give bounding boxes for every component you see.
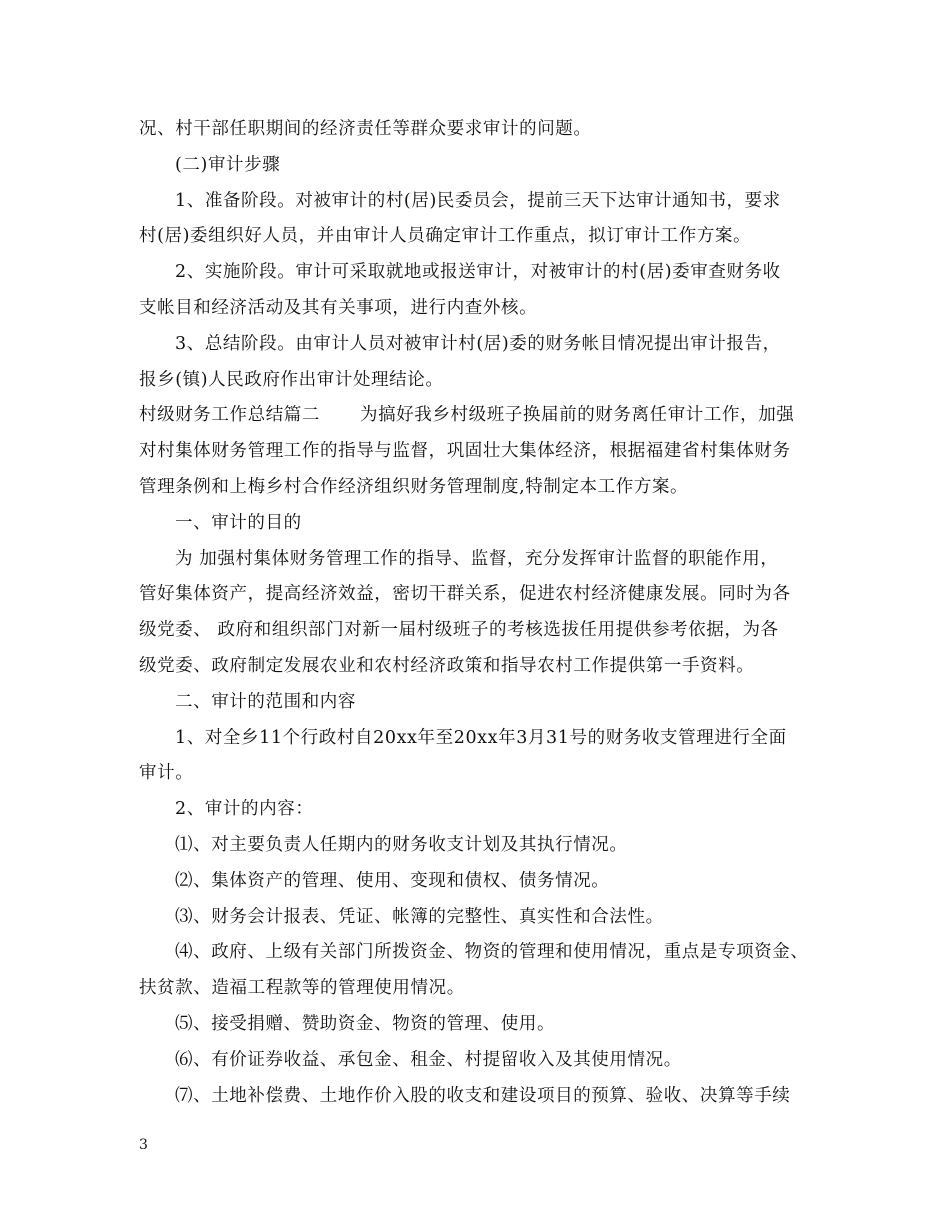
text-line: 2、实施阶段。审计可采取就地或报送审计，对被审计的村(居)委审查财务收 <box>175 262 781 283</box>
text-line: 为搞好我乡村级班子换届前的财务离任审计工作，加强 <box>360 405 795 426</box>
text-line: 级党委、政府制定发展农业和农村经济政策和指导农村工作提供第一手资料。 <box>139 655 755 676</box>
text-line: 1、对全乡11个行政村自20xx年至20xx年3月31号的财务收支管理进行全面 <box>175 727 787 748</box>
text-line: 1、准备阶段。对被审计的村(居)民委员会，提前三天下达审计通知书，要求 <box>175 190 781 211</box>
list-item: ⑺、土地补偿费、土地作价入股的收支和建设项目的预算、验收、决算等手续 <box>175 1085 791 1106</box>
section-heading: 一、审计的目的 <box>175 512 302 533</box>
text-line: 扶贫款、造福工程款等的管理使用情况。 <box>139 978 465 999</box>
text-line: 级党委、 政府和组织部门对新一届村级班子的考核选拔任用提供参考依据，为各 <box>139 620 779 641</box>
text-line: 支帐目和经济活动及其有关事项，进行内查外核。 <box>139 297 538 318</box>
text-line: 报乡(镇)人民政府作出审计处理结论。 <box>139 369 444 390</box>
list-item: ⑴、对主要负责人任期内的财务收支计划及其执行情况。 <box>175 834 628 855</box>
text-line: 审计。 <box>139 763 194 784</box>
text-line: 为 加强村集体财务管理工作的指导、监督，充分发挥审计监督的职能作用， <box>175 548 779 569</box>
document-body <box>139 112 829 1114</box>
text-line: 村(居)委组织好人员，并由审计人员确定审计工作重点，拟订审计工作方案。 <box>139 226 752 247</box>
page-number: 3 <box>139 1137 148 1153</box>
text-line: 管好集体资产，提高经济效益，密切干群关系，促进农村经济健康发展。同时为各 <box>139 584 791 605</box>
text-line: 3、总结阶段。由审计人员对被审计村(居)委的财务帐目情况提出审计报告， <box>175 333 781 354</box>
list-item: ⑵、集体资产的管理、使用、变现和债权、债务情况。 <box>175 870 610 891</box>
article-title-line <box>139 398 829 434</box>
text-line: 况、村干部任职期间的经济责任等群众要求审计的问题。 <box>139 119 592 139</box>
text-line: 管理条例和上梅乡村合作经济组织财务管理制度,特制定本工作方案。 <box>139 476 689 497</box>
text-line: 2、审计的内容： <box>175 799 314 820</box>
section-heading: 二、审计的范围和内容 <box>175 691 356 712</box>
list-item: ⑷、政府、上级有关部门所拨资金、物资的管理和使用情况，重点是专项资金、 <box>175 942 809 963</box>
list-item: ⑹、有价证券收益、承包金、租金、村提留收入及其使用情况。 <box>175 1049 682 1070</box>
list-item: ⑶、财务会计报表、凭证、帐簿的完整性、真实性和合法性。 <box>175 906 664 927</box>
section-heading: (二)审计步骤 <box>175 154 281 175</box>
text-line: 对村集体财务管理工作的指导与监督，巩固壮大集体经济，根据福建省村集体财务 <box>139 441 791 462</box>
article-title: 村级财务工作总结篇二 <box>139 405 320 426</box>
list-item: ⑸、接受捐赠、赞助资金、物资的管理、使用。 <box>175 1013 556 1034</box>
